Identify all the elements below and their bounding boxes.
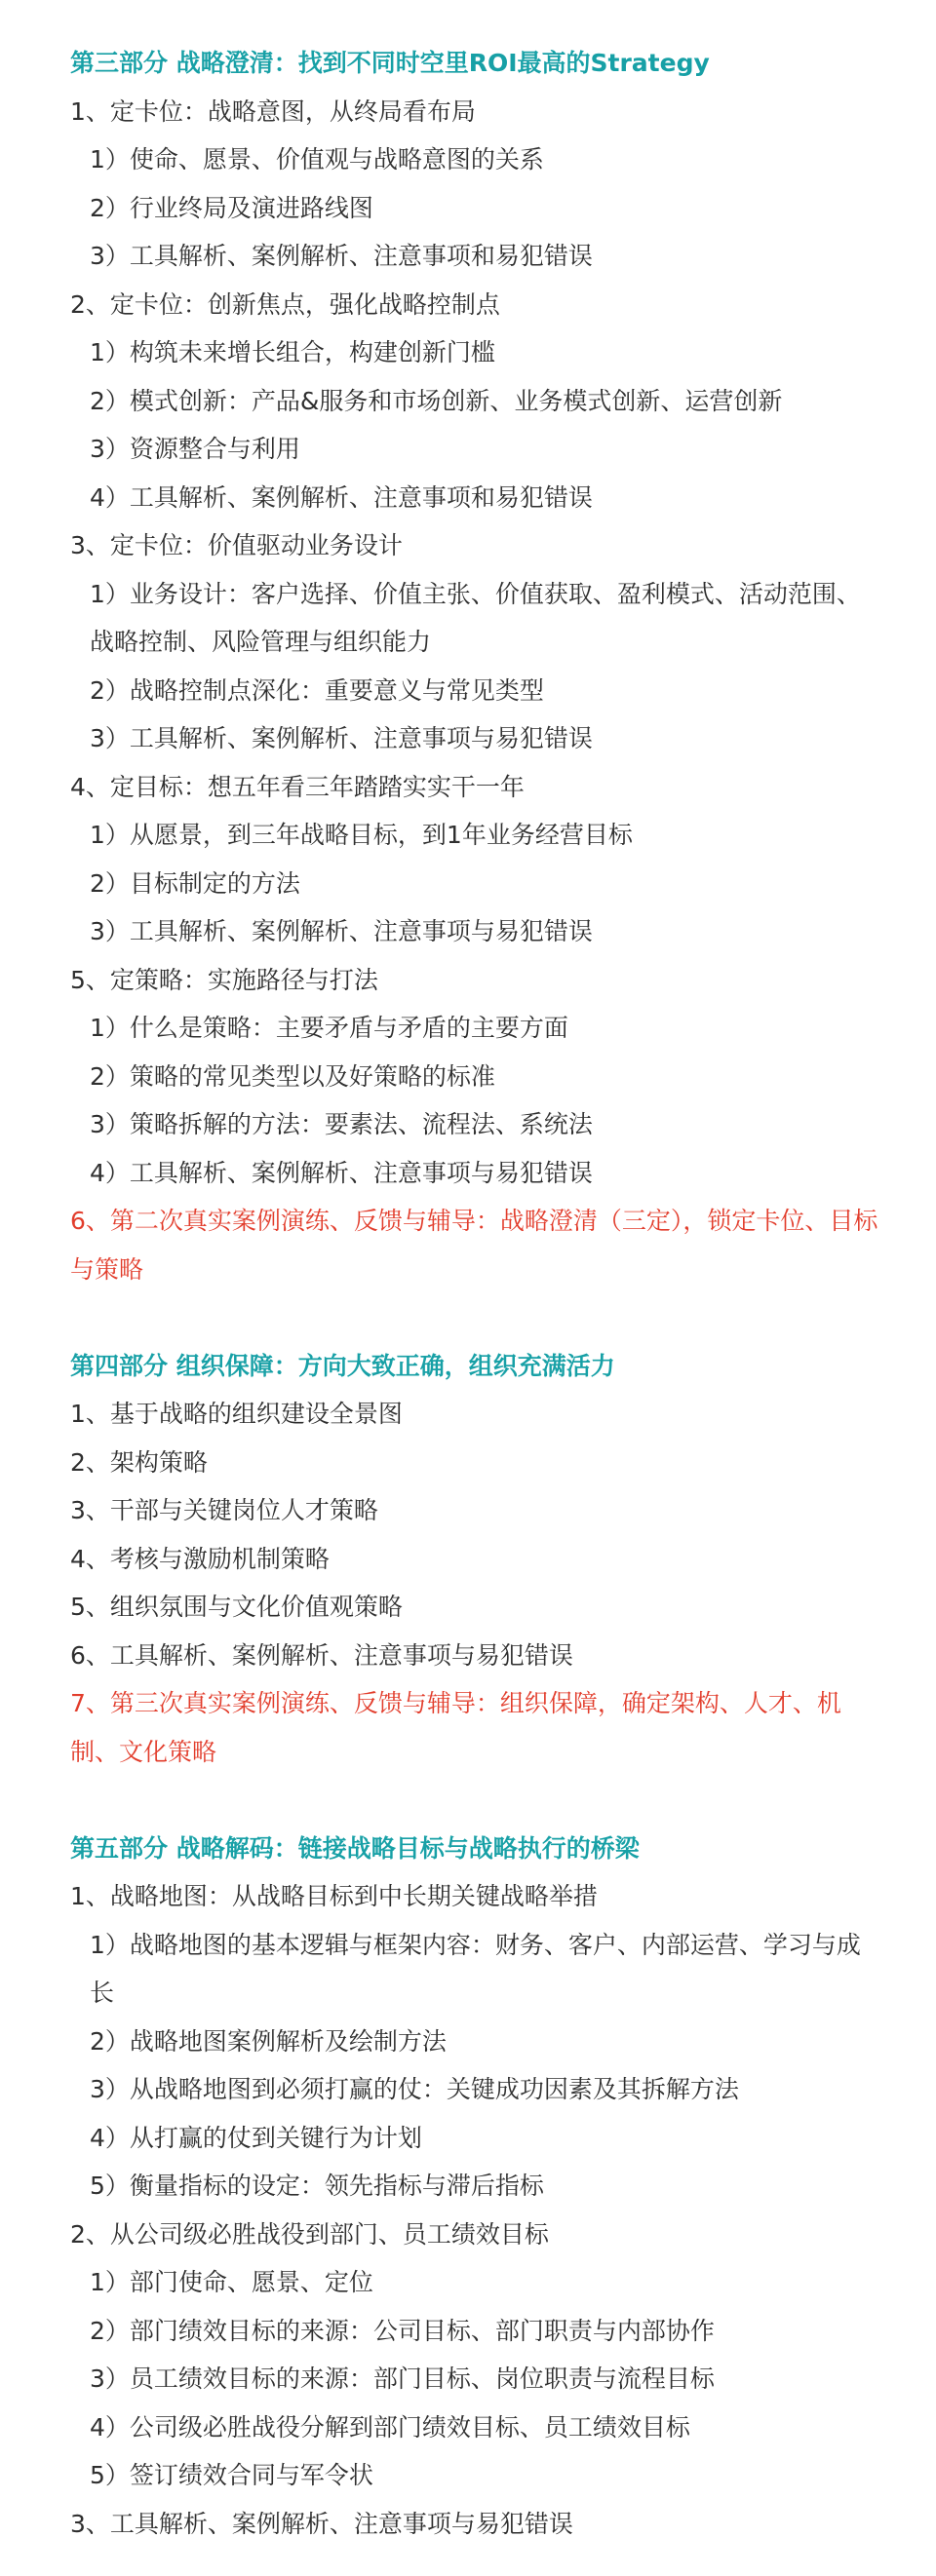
list-subitem: 4）从打赢的仗到关键行为计划 — [90, 2123, 422, 2152]
list-subitem: 1）使命、愿景、价值观与战略意图的关系 — [90, 145, 544, 173]
section-part-five — [70, 1825, 879, 2549]
list-subitem: 3）员工绩效目标的来源：部门目标、岗位职责与流程目标 — [90, 2365, 715, 2393]
highlight-item: 6、第二次真实案例演练、反馈与辅导：战略澄清（三定），锁定卡位、目标与策略 — [70, 1207, 878, 1284]
list-item: 4、考核与激励机制策略 — [70, 1544, 330, 1573]
list-item: 3、干部与关键岗位人才策略 — [70, 1496, 378, 1524]
list-subitem: 4）工具解析、案例解析、注意事项和易犯错误 — [90, 482, 593, 512]
list-item: 1、基于战略的组织建设全景图 — [70, 1400, 403, 1428]
list-subitem: 1）部门使命、愿景、定位 — [90, 2268, 373, 2296]
list-item: 5、组织氛围与文化价值观策略 — [70, 1593, 403, 1621]
list-subitem: 1）什么是策略：主要矛盾与矛盾的主要方面 — [90, 1014, 568, 1042]
list-subitem: 2）战略控制点深化：重要意义与常见类型 — [90, 675, 544, 705]
list-subitem: 3）工具解析、案例解析、注意事项与易犯错误 — [90, 917, 593, 945]
list-subitem: 5）衡量指标的设定：领先指标与滞后指标 — [90, 2172, 544, 2200]
list-item: 3、工具解析、案例解析、注意事项与易犯错误 — [70, 2509, 573, 2538]
list-item: 2、从公司级必胜战役到部门、员工绩效目标 — [70, 2219, 549, 2249]
list-subitem: 3）从战略地图到必须打赢的仗：关键成功因素及其拆解方法 — [90, 2075, 739, 2103]
list-item: 1、战略地图：从战略目标到中长期关键战略举措 — [70, 1882, 598, 1910]
list-item: 5、定策略：实施路径与打法 — [70, 965, 378, 994]
section-spacer — [0, 1293, 936, 1342]
section-part-three — [70, 39, 879, 1293]
section-heading: 第三部分 战略澄清：找到不同时空里ROI最高的Strategy — [70, 49, 710, 77]
section-heading: 第五部分 战略解码：链接战略目标与战略执行的桥梁 — [70, 1833, 640, 1863]
list-subitem: 4）公司级必胜战役分解到部门绩效目标、员工绩效目标 — [90, 2412, 690, 2441]
list-subitem: 2）目标制定的方法 — [90, 868, 300, 898]
list-item: 2、架构策略 — [70, 1447, 208, 1477]
list-subitem: 1）业务设计：客户选择、价值主张、价值获取、盈利模式、活动范围、战略控制、风险管理与组织能力 — [90, 579, 861, 656]
list-subitem: 2）战略地图案例解析及绘制方法 — [90, 2026, 447, 2056]
list-subitem: 3）工具解析、案例解析、注意事项与易犯错误 — [90, 724, 593, 752]
section-spacer — [0, 1776, 936, 1825]
list-subitem: 2）策略的常见类型以及好策略的标准 — [90, 1061, 495, 1091]
list-item: 2、定卡位：创新焦点，强化战略控制点 — [70, 289, 500, 319]
section-part-four — [70, 1342, 879, 1777]
section-heading: 第四部分 组织保障：方向大致正确，组织充满活力 — [70, 1351, 615, 1380]
list-subitem: 2）行业终局及演进路线图 — [90, 193, 373, 222]
list-subitem: 2）模式创新：产品&服务和市场创新、业务模式创新、运营创新 — [90, 386, 783, 415]
list-subitem: 1）战略地图的基本逻辑与框架内容：财务、客户、内部运营、学习与成长 — [90, 1930, 861, 2007]
list-subitem: 1）构筑未来增长组合，构建创新门槛 — [90, 338, 495, 366]
list-item: 1、定卡位：战略意图，从终局看布局 — [70, 96, 476, 126]
list-subitem: 3）策略拆解的方法：要素法、流程法、系统法 — [90, 1110, 593, 1138]
list-subitem: 3）资源整合与利用 — [90, 435, 300, 463]
list-subitem: 1）从愿景，到三年战略目标，到1年业务经营目标 — [90, 821, 633, 849]
list-item: 6、工具解析、案例解析、注意事项与易犯错误 — [70, 1640, 573, 1670]
list-item: 4、定目标：想五年看三年踏踏实实干一年 — [70, 772, 525, 801]
list-item: 3、定卡位：价值驱动业务设计 — [70, 531, 403, 559]
list-subitem: 4）工具解析、案例解析、注意事项与易犯错误 — [90, 1158, 593, 1187]
highlight-item: 7、第三次真实案例演练、反馈与辅导：组织保障，确定架构、人才、机制、文化策略 — [70, 1689, 841, 1766]
list-subitem: 5）签订绩效合同与军令状 — [90, 2461, 373, 2489]
list-subitem: 2）部门绩效目标的来源：公司目标、部门职责与内部协作 — [90, 2316, 715, 2345]
list-subitem: 3）工具解析、案例解析、注意事项和易犯错误 — [90, 242, 593, 270]
